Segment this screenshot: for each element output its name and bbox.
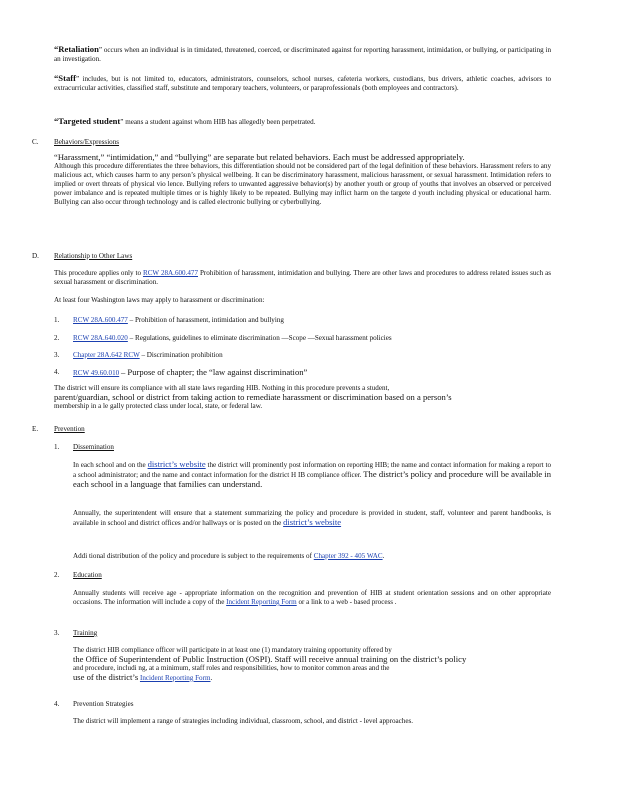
retaliation-term: “Retaliation [54, 44, 99, 54]
sub1-para1 [73, 460, 551, 490]
law-item-4-link[interactable]: RCW 49.60.010 [73, 369, 120, 377]
sub4-para [73, 717, 551, 726]
sub1-p3-text: Addi tional distribution of the policy and procedure is subject to the requirements of [73, 552, 312, 560]
law-item-2-text: – Regulations, guidelines to eliminate discrimination —Scope —Sexual harassment policies [129, 334, 392, 342]
law-item-4-text: – Purpose of chapter; the “law against discrimination” [120, 367, 308, 377]
retaliation-text: ” occurs when an individual is in timidated, threatened, coerced, or discriminated against for reporting harassment, intimidation, or bullying, or participating in an investigation. [54, 46, 551, 63]
section-e-letter: E. [32, 425, 39, 433]
law-item-1-text: – Prohibition of harassment, intimidation and bullying [129, 316, 284, 324]
law-item-3-text: – Discrimination prohibition [141, 351, 223, 359]
sub3-para [73, 646, 551, 683]
staff-term: “Staff [54, 73, 76, 83]
sub4-title: Prevention Strategies [73, 700, 134, 708]
section-d-title: Relationship to Other Laws [54, 252, 133, 260]
section-d-letter: D. [32, 252, 39, 260]
sub4-number: 4. [54, 700, 60, 708]
sub1-p3-end: . [382, 552, 385, 560]
sub4-text: The district will implement a range of strategies including individual, classroom, school, and district - level approaches. [73, 717, 414, 725]
sub2-number: 2. [54, 571, 60, 579]
law-item-2-link[interactable]: RCW 28A.640.020 [73, 334, 128, 342]
section-c-text: Although this procedure differentiates the three behaviors, this differentiation should not be considered part of the legal definition of these behaviors. Harassment refers to any malicious act, which causes harm to any person’s physical wellbeing. It can be discriminatory harassment, malicious harassment, or sexual harassment. Intimidation refers to implied or overt threats of physical vio lence. Bullying refers to unwanted aggressive behavior(s) by another youth or group of youths that involves an observed or perceived power imbalance and is repeated multiple times or is highly likely to be repeated. Bullying may inflict harm on the targete d youth including physical or educational harm. Bullying can also occur through technology and is called electronic bullying or cyberbullying. [54, 161, 551, 206]
section-c-letter: C. [32, 138, 39, 146]
sub3-line-end: . [210, 673, 213, 682]
section-d-closing-c: membership in a le gally protected class under local, state, or federal law. [54, 401, 263, 410]
sub1-p1-mid: the district will prominently post information on reporting HIB; the name and contact information for making a report to a school administrator; and the name and contact information for the district H IB compliance officer. [73, 461, 552, 479]
section-c-title: Behaviors/Expressions [54, 138, 120, 146]
law-item-1-link[interactable]: RCW 28A.600.477 [73, 316, 128, 324]
section-d-closing-a: The district will ensure its compliance with all state laws regarding HIB. Nothing in this procedure prevents a student, [54, 384, 390, 392]
sub1-title: Dissemination [73, 443, 114, 451]
law-item-3-number: 3. [54, 351, 60, 359]
sub1-p2-text: Annually, the superintendent will ensure that a statement summarizing the policy and procedure is provided in student, staff, volunteer and parent handbooks, is available in school and district offices and/or hallways or is posted on the [73, 509, 551, 527]
sub3-number: 3. [54, 629, 60, 637]
law-item-2-number: 2. [54, 334, 60, 342]
definition-retaliation [54, 45, 551, 64]
sub2-title: Education [73, 571, 102, 579]
law-item-3-link[interactable]: Chapter 28A.642 RCW [73, 351, 140, 359]
district-website-link-2[interactable]: district’s website [283, 516, 342, 527]
sub3-line-b: the Office of Superintendent of Public Instruction (OSPI). Staff will receive annual training on the district’s policy [73, 653, 467, 664]
section-c-lead: “Harassment,” “intimidation,” and “bullying” are separate but related behaviors. Each must be addressed appropriately. [54, 152, 465, 162]
sub1-para2 [73, 509, 551, 528]
section-d-closing [54, 384, 551, 411]
sub3-line-c: and procedure, includi ng, at a minimum, staff roles and responsibilities, how to monitor common areas and the [73, 663, 390, 672]
targeted-term: “Targeted student [54, 116, 121, 126]
sub2-text-end: or a link to a web - based process . [298, 597, 397, 606]
section-d-intro [54, 269, 551, 287]
sub2-para [73, 589, 551, 607]
staff-text: ” includes, but is not limited to, educators, administrators, counselors, school nurses, cafeteria workers, custodians, bus drivers, athletic coaches, advisors to extracurricular activities, classified staff, substitute and temporary teachers, volunteers, or paraprofessionals (both employees and contractors). [54, 75, 551, 92]
definition-targeted-student [54, 117, 551, 127]
incident-reporting-form-link-2[interactable]: Incident Reporting Form [139, 673, 211, 682]
law-item-2 [73, 334, 551, 343]
sub1-para3 [73, 552, 551, 561]
sub3-line-d: use of the district’s [73, 671, 139, 682]
section-d-p1-start: This procedure applies only to [54, 269, 142, 277]
section-d-closing-b: parent/guardian, school or district from taking action to remediate harassment or discrimination based on a person’s [54, 391, 452, 402]
section-d-p2: At least four Washington laws may apply to harassment or discrimination: [54, 296, 265, 304]
rcw-28a600477-link[interactable]: RCW 28A.600.477 [142, 269, 198, 277]
law-item-1 [73, 316, 551, 325]
sub1-p1-start: In each school and on the [73, 461, 146, 469]
district-website-link[interactable]: district’s website [147, 459, 206, 469]
law-item-1-number: 1. [54, 316, 60, 324]
targeted-text: ” means a student against whom HIB has allegedly been perpetrated. [120, 118, 316, 126]
law-item-4 [73, 368, 551, 378]
sub1-p1-end: The district’s policy and procedure will be available in each school in a language that families can understand. [73, 468, 551, 489]
law-item-3 [73, 351, 551, 360]
wac-chapter-link[interactable]: Chapter 392 - 405 WAC [313, 552, 383, 560]
section-e-title: Prevention [54, 425, 85, 433]
definition-staff [54, 74, 551, 93]
sub3-line-a: The district HIB compliance officer will participate in at least one (1) mandatory training opportunity offered by [73, 646, 392, 654]
law-item-4-number: 4. [54, 368, 60, 376]
sub1-number: 1. [54, 443, 60, 451]
section-c-body [54, 153, 551, 206]
section-d-laws-intro [54, 296, 551, 305]
sub3-title: Training [73, 629, 98, 637]
sub2-text: Annually students will receive age - appropriate information on the recognition and prevention of HIB at student orientation sessions and on other appropriate occasions. The information will include a copy of the [73, 589, 551, 606]
incident-reporting-form-link[interactable]: Incident Reporting Form [226, 597, 297, 606]
section-d-p1-end: Prohibition of harassment, intimidation and bullying. There are other laws and procedures to address related issues such as sexual harassment or discrimination. [54, 269, 551, 286]
